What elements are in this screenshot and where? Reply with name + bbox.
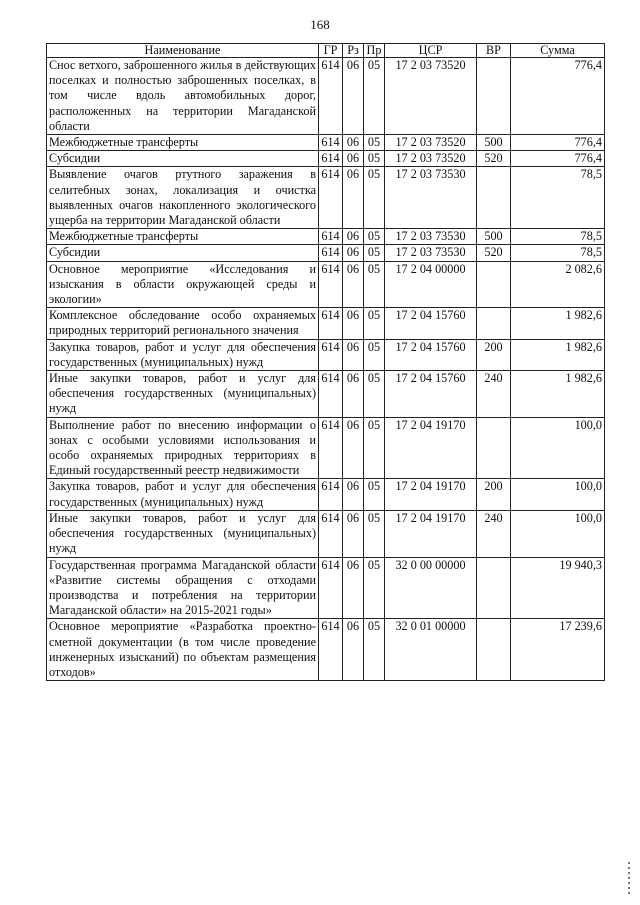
cell-rz: 06 [343,479,364,510]
header-vr: ВР [477,44,511,58]
cell-name: Выявление очагов ртутного заражения в селитебных зонах, локализация и очистка выявленных очагов накопленного экологического ущерба на территории Магаданской области [47,167,319,229]
cell-amount: 100,0 [511,417,605,479]
cell-name: Государственная программа Магаданской области «Развитие системы обращения с отходами производства и потребления на территории Магаданской области» на 2015-2021 годы» [47,557,319,619]
cell-gr: 614 [319,417,343,479]
header-amount: Сумма [511,44,605,58]
cell-csr: 17 2 03 73520 [385,135,477,151]
cell-gr: 614 [319,557,343,619]
cell-amount: 776,4 [511,151,605,167]
cell-vr: 520 [477,151,511,167]
cell-amount: 776,4 [511,135,605,151]
cell-vr: 240 [477,510,511,557]
cell-pr: 05 [364,339,385,370]
cell-pr: 05 [364,479,385,510]
cell-gr: 614 [319,479,343,510]
cell-rz: 06 [343,619,364,681]
table-row [47,229,605,245]
header-rz: Рз [343,44,364,58]
cell-rz: 06 [343,371,364,418]
cell-gr: 614 [319,58,343,135]
cell-csr: 17 2 04 00000 [385,261,477,308]
cell-rz: 06 [343,261,364,308]
cell-vr: 200 [477,339,511,370]
cell-name: Комплексное обследование особо охраняемых природных территорий регионального значения [47,308,319,339]
cell-rz: 06 [343,151,364,167]
table-row [47,479,605,510]
cell-vr [477,308,511,339]
cell-amount: 78,5 [511,229,605,245]
header-pr: Пр [364,44,385,58]
cell-gr: 614 [319,245,343,261]
cell-csr: 17 2 04 19170 [385,479,477,510]
cell-rz: 06 [343,245,364,261]
header-row [47,44,605,58]
table-row [47,245,605,261]
cell-csr: 17 2 03 73530 [385,167,477,229]
cell-pr: 05 [364,245,385,261]
table-row [47,557,605,619]
cell-csr: 17 2 04 15760 [385,308,477,339]
cell-amount: 1 982,6 [511,339,605,370]
cell-name: Выполнение работ по внесению информации о зонах с особыми условиями использования и особо охраняемых природных территориях в Единый государственный реестр недвижимости [47,417,319,479]
cell-csr: 17 2 03 73520 [385,151,477,167]
cell-rz: 06 [343,167,364,229]
cell-name: Иные закупки товаров, работ и услуг для обеспечения государственных (муниципальных) нужд [47,371,319,418]
cell-vr [477,261,511,308]
cell-pr: 05 [364,167,385,229]
margin-mark [628,862,630,896]
cell-vr: 200 [477,479,511,510]
table-row [47,417,605,479]
cell-csr: 17 2 03 73520 [385,58,477,135]
cell-pr: 05 [364,417,385,479]
cell-gr: 614 [319,261,343,308]
header-csr: ЦСР [385,44,477,58]
cell-vr: 520 [477,245,511,261]
cell-csr: 17 2 03 73530 [385,229,477,245]
table-row [47,339,605,370]
cell-pr: 05 [364,151,385,167]
cell-vr: 500 [477,135,511,151]
cell-pr: 05 [364,557,385,619]
cell-amount: 100,0 [511,479,605,510]
cell-gr: 614 [319,510,343,557]
cell-vr [477,58,511,135]
table-row [47,308,605,339]
cell-pr: 05 [364,261,385,308]
cell-rz: 06 [343,229,364,245]
cell-gr: 614 [319,619,343,681]
cell-rz: 06 [343,557,364,619]
cell-amount: 78,5 [511,167,605,229]
cell-pr: 05 [364,371,385,418]
cell-amount: 776,4 [511,58,605,135]
cell-csr: 32 0 01 00000 [385,619,477,681]
cell-csr: 17 2 04 19170 [385,417,477,479]
table-row [47,371,605,418]
cell-gr: 614 [319,371,343,418]
table-row [47,510,605,557]
budget-table [46,43,605,681]
cell-csr: 17 2 04 19170 [385,510,477,557]
cell-csr: 32 0 00 00000 [385,557,477,619]
cell-amount: 17 239,6 [511,619,605,681]
cell-name: Субсидии [47,245,319,261]
cell-amount: 2 082,6 [511,261,605,308]
cell-amount: 100,0 [511,510,605,557]
cell-gr: 614 [319,135,343,151]
cell-pr: 05 [364,135,385,151]
table-row [47,167,605,229]
page-number: 168 [310,17,330,32]
cell-vr [477,167,511,229]
cell-vr: 240 [477,371,511,418]
table-row [47,261,605,308]
cell-pr: 05 [364,229,385,245]
cell-name: Закупка товаров, работ и услуг для обеспечения государственных (муниципальных) нужд [47,479,319,510]
cell-rz: 06 [343,135,364,151]
cell-gr: 614 [319,308,343,339]
table-row [47,135,605,151]
cell-csr: 17 2 03 73530 [385,245,477,261]
cell-vr [477,417,511,479]
cell-vr: 500 [477,229,511,245]
cell-name: Основное мероприятие «Разработка проектно-сметной документации (в том числе проведение инженерных изысканий) по объектам размещения отходов» [47,619,319,681]
cell-amount: 19 940,3 [511,557,605,619]
cell-rz: 06 [343,510,364,557]
cell-vr [477,619,511,681]
table-row [47,58,605,135]
table-header [47,44,605,58]
cell-name: Закупка товаров, работ и услуг для обеспечения государственных (муниципальных) нужд [47,339,319,370]
cell-pr: 05 [364,58,385,135]
cell-name: Субсидии [47,151,319,167]
cell-gr: 614 [319,167,343,229]
cell-pr: 05 [364,308,385,339]
cell-pr: 05 [364,619,385,681]
table-body [47,58,605,681]
cell-rz: 06 [343,339,364,370]
cell-rz: 06 [343,417,364,479]
cell-amount: 1 982,6 [511,371,605,418]
cell-vr [477,557,511,619]
header-name: Наименование [47,44,319,58]
cell-rz: 06 [343,308,364,339]
cell-gr: 614 [319,229,343,245]
cell-name: Снос ветхого, заброшенного жилья в действующих поселках и полностью заброшенных поселках, в том числе вдоль автомобильных дорог, расположенных на территории Магаданской области [47,58,319,135]
table-row [47,619,605,681]
header-gr: ГР [319,44,343,58]
cell-amount: 1 982,6 [511,308,605,339]
cell-gr: 614 [319,339,343,370]
cell-csr: 17 2 04 15760 [385,339,477,370]
table-row [47,151,605,167]
cell-name: Межбюджетные трансферты [47,229,319,245]
cell-name: Основное мероприятие «Исследования и изыскания в области окружающей среды и экологии» [47,261,319,308]
cell-gr: 614 [319,151,343,167]
cell-name: Межбюджетные трансферты [47,135,319,151]
cell-rz: 06 [343,58,364,135]
cell-amount: 78,5 [511,245,605,261]
cell-pr: 05 [364,510,385,557]
cell-name: Иные закупки товаров, работ и услуг для обеспечения государственных (муниципальных) нужд [47,510,319,557]
cell-csr: 17 2 04 15760 [385,371,477,418]
